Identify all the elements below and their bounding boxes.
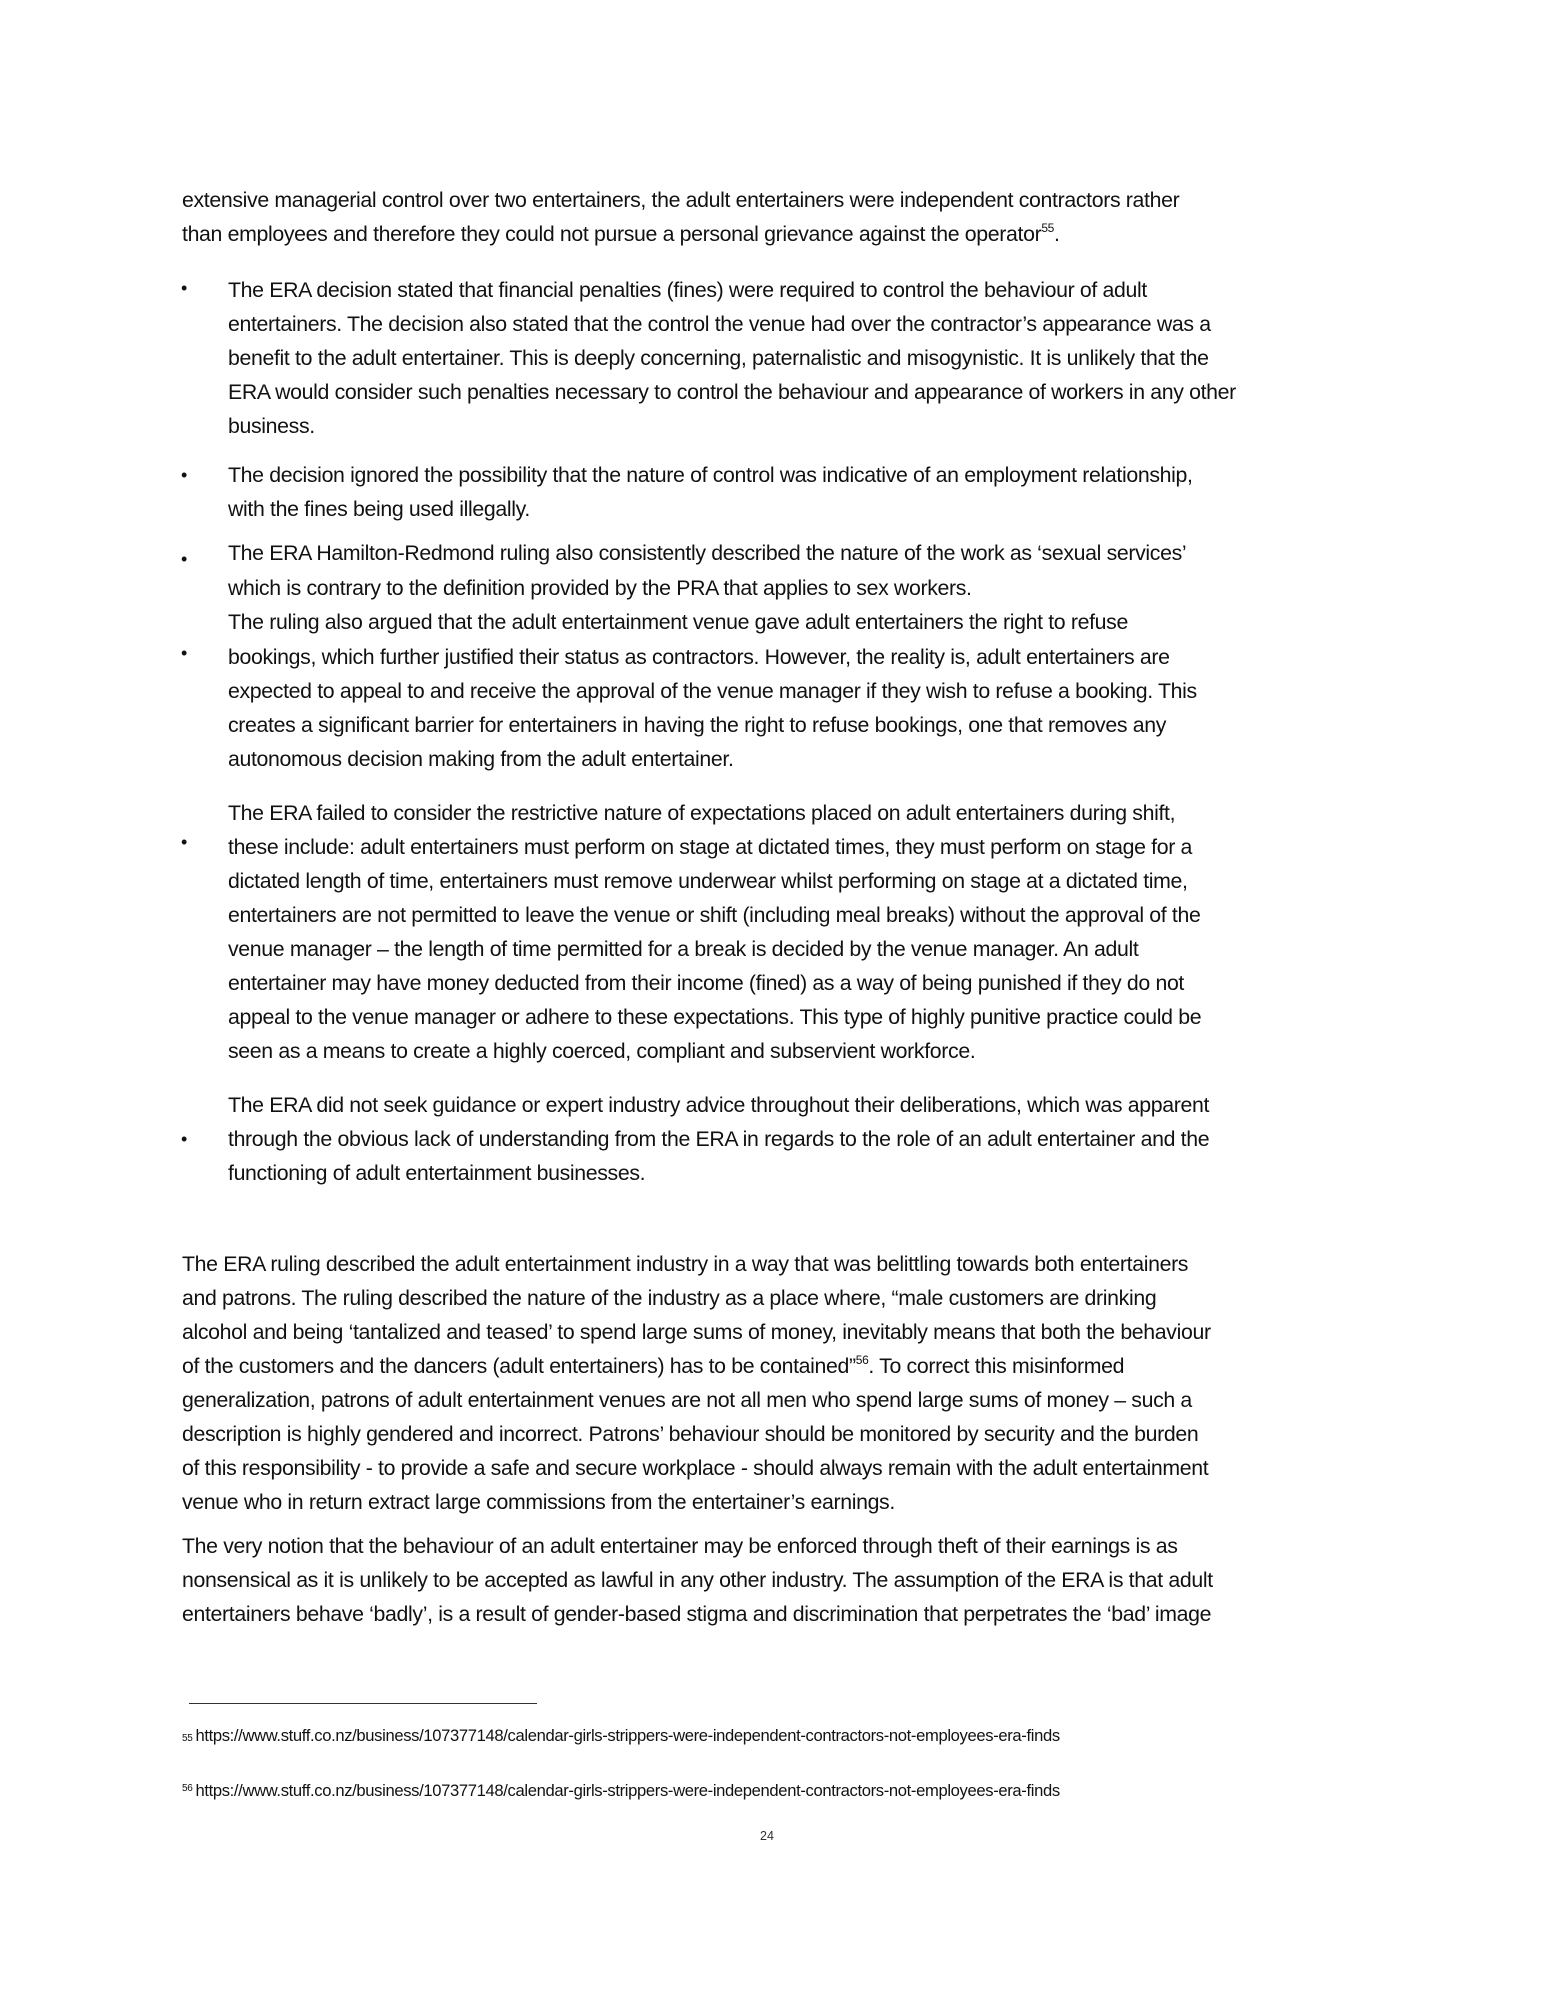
paragraph-line: venue who in return extract large commissions from the entertainer’s earnings.: [182, 1490, 895, 1514]
bullet-line: The decision ignored the possibility that the nature of control was indicative of an employment relationship,: [228, 463, 1193, 487]
paragraph-line: of this responsibility - to provide a safe and secure workplace - should always remain with the adult entertainment: [182, 1456, 1209, 1480]
bullet-line: The ERA failed to consider the restrictive nature of expectations placed on adult entertainers during shift,: [228, 801, 1176, 825]
footnote-55: [182, 1726, 1060, 1749]
bullet-line: seen as a means to create a highly coerced, compliant and subservient workforce.: [228, 1039, 976, 1063]
intro-line-text: than employees and therefore they could not pursue a personal grievance against the operator: [182, 222, 1042, 246]
bullet-line: entertainer may have money deducted from their income (fined) as a way of being punished if they do not: [228, 971, 1185, 995]
footnote-number: 56: [182, 1783, 193, 1794]
paragraph-line: and patrons. The ruling described the nature of the industry as a place where, “male customers are drinking: [182, 1286, 1157, 1310]
bullet-icon: •: [181, 643, 188, 663]
intro-line: [182, 221, 1060, 247]
bullet-line: creates a significant barrier for entertainers in having the right to refuse bookings, one that removes any: [228, 713, 1167, 737]
bullet-line: The ERA decision stated that financial penalties (fines) were required to control the behaviour of adult: [228, 278, 1147, 302]
paragraph-line: The ERA ruling described the adult entertainment industry in a way that was belittling towards both entertainers: [182, 1252, 1189, 1276]
paragraph-line: [182, 1353, 1124, 1379]
bullet-line: autonomous decision making from the adult entertainer.: [228, 747, 734, 771]
bullet-line: with the fines being used illegally.: [228, 497, 530, 521]
bullet-line: entertainers are not permitted to leave the venue or shift (including meal breaks) without the approval of the: [228, 903, 1201, 927]
bullet-line: The ERA did not seek guidance or expert industry advice throughout their deliberations, which was apparent: [228, 1093, 1210, 1117]
bullet-line: The ERA Hamilton-Redmond ruling also consistently described the nature of the work as ‘sexual services’: [228, 541, 1187, 565]
bullet-icon: •: [181, 1129, 188, 1149]
paragraph-line: The very notion that the behaviour of an adult entertainer may be enforced through theft of their earnings is as: [182, 1534, 1178, 1558]
footnote-link[interactable]: https://www.stuff.co.nz/business/107377148/calendar-girls-strippers-were-independent-contractors-not-employees-era-finds: [195, 1781, 1060, 1800]
bullet-line: business.: [228, 414, 315, 438]
bullet-line: these include: adult entertainers must perform on stage at dictated times, they must perform on stage for a: [228, 835, 1193, 859]
bullet-line: appeal to the venue manager or adhere to these expectations. This type of highly punitive practice could be: [228, 1005, 1202, 1029]
intro-line: extensive managerial control over two entertainers, the adult entertainers were independent contractors rather: [182, 188, 1180, 212]
bullet-line: functioning of adult entertainment businesses.: [228, 1161, 646, 1185]
bullet-line: The ruling also argued that the adult entertainment venue gave adult entertainers the right to refuse: [228, 610, 1128, 634]
bullet-icon: •: [181, 832, 188, 852]
bullet-line: ERA would consider such penalties necessary to control the behaviour and appearance of workers in any other: [228, 380, 1236, 404]
paragraph-line-tail: . To correct this misinformed: [868, 1354, 1125, 1378]
page-number: 24: [760, 1829, 774, 1843]
bullet-line: which is contrary to the definition provided by the PRA that applies to sex workers.: [228, 576, 972, 600]
bullet-line: bookings, which further justified their status as contractors. However, the reality is, adult entertainers are: [228, 645, 1170, 669]
intro-line-tail: .: [1053, 222, 1060, 246]
footnote-56: [182, 1779, 1060, 1801]
footnote-number: 55: [182, 1733, 193, 1744]
paragraph-line: description is highly gendered and incorrect. Patrons’ behaviour should be monitored by security and the burden: [182, 1422, 1199, 1446]
bullet-line: venue manager – the length of time permitted for a break is decided by the venue manager. An adult: [228, 937, 1139, 961]
bullet-line: expected to appeal to and receive the approval of the venue manager if they wish to refuse a booking. This: [228, 679, 1197, 703]
paragraph-line-text: of the customers and the dancers (adult entertainers) has to be contained”: [182, 1354, 856, 1378]
paragraph-line: generalization, patrons of adult entertainment venues are not all men who spend large sums of money – such a: [182, 1388, 1192, 1412]
bullet-icon: •: [181, 278, 188, 298]
footnote-ref[interactable]: 56: [855, 1353, 869, 1367]
footnote-link[interactable]: https://www.stuff.co.nz/business/107377148/calendar-girls-strippers-were-independent-contractors-not-employees-era-finds: [195, 1726, 1060, 1745]
footnote-ref[interactable]: 55: [1041, 221, 1054, 235]
bullet-line: benefit to the adult entertainer. This is deeply concerning, paternalistic and misogynistic. It is unlikely that the: [228, 346, 1209, 370]
paragraph-line: alcohol and being ‘tantalized and teased’ to spend large sums of money, inevitably means that both the behaviour: [182, 1320, 1211, 1344]
bullet-line: through the obvious lack of understanding from the ERA in regards to the role of an adult entertainer and the: [228, 1127, 1210, 1151]
bullet-line: entertainers. The decision also stated that the control the venue had over the contractor’s appearance was a: [228, 312, 1211, 336]
paragraph-line: nonsensical as it is unlikely to be accepted as lawful in any other industry. The assumption of the ERA is that adult: [182, 1568, 1213, 1592]
footnote-separator: [189, 1703, 537, 1704]
bullet-icon: •: [181, 549, 188, 569]
bullet-icon: •: [181, 465, 188, 485]
bullet-line: dictated length of time, entertainers must remove underwear whilst performing on stage at a dictated time,: [228, 869, 1188, 893]
paragraph-line: entertainers behave ‘badly’, is a result of gender-based stigma and discrimination that perpetrates the ‘bad’ image: [182, 1602, 1212, 1626]
